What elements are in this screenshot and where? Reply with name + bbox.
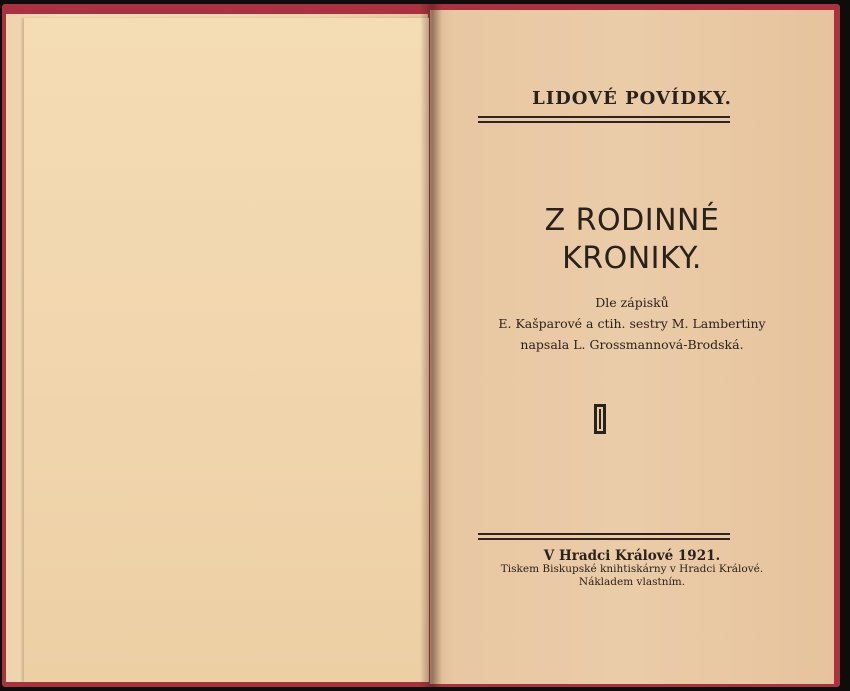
subtitle-line-3: napsala L. Grossmannová-Brodská. [520,337,744,352]
series-title: LIDOVÉ POVÍDKY. [532,88,732,109]
bracket-ornament-icon [594,404,606,434]
subtitle-line-1: Dle zápisků [595,295,669,310]
bottom-rule-upper [478,533,730,535]
top-rule-lower [478,121,730,123]
book-title-line-1: Z RODINNÉ [544,203,720,238]
left-endpaper [24,18,429,682]
imprint-publisher: Nákladem vlastním. [578,576,686,588]
imprint-printer: Tiskem Biskupské knihtiskárny v Hradci Králové. [500,563,764,575]
imprint-place-year: V Hradci Králové 1921. [543,548,721,564]
bottom-rule-lower [478,538,730,540]
subtitle-line-2: E. Kašparové a ctih. sestry M. Lambertiny [498,316,766,331]
book-title-line-2: KRONIKY. [562,241,702,276]
top-rule-upper [478,116,730,118]
